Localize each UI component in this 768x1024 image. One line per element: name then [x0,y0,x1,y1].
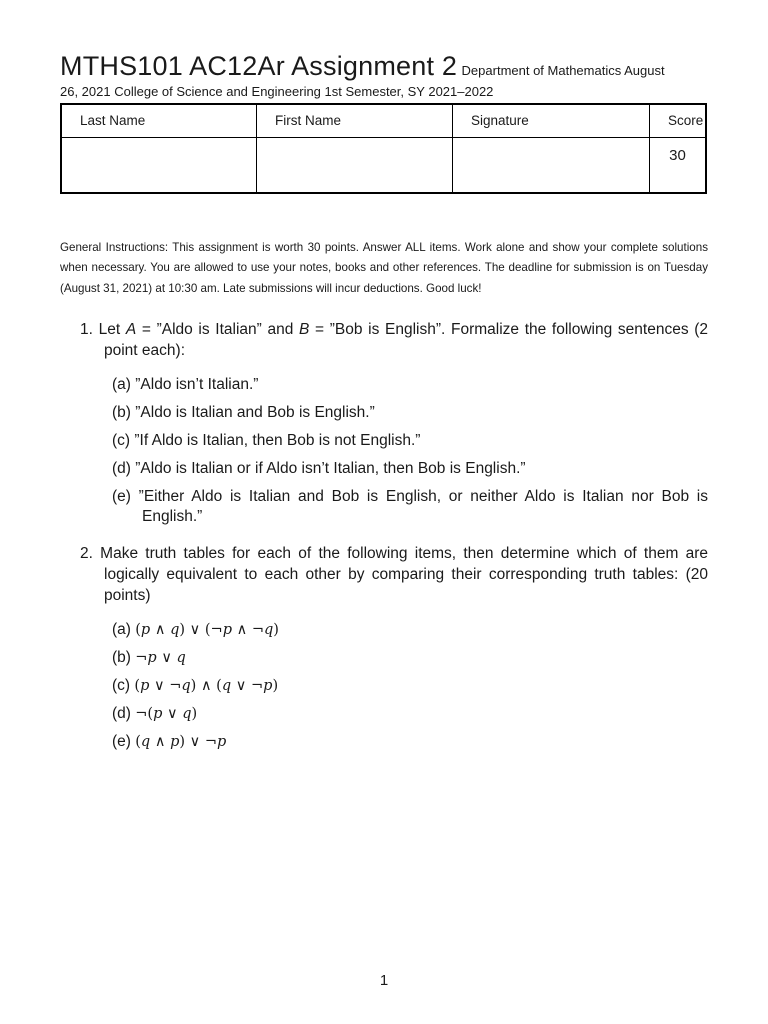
variable-q: q [264,622,274,639]
variable-p: p [147,650,157,667]
student-info-table [60,103,707,194]
item-label: (d) [112,705,136,723]
variable-q: q [170,622,180,639]
question-1-item-c: (c) ”If Aldo is Italian, then Bob is not English.” [112,432,421,450]
variable-p: p [263,678,273,695]
variable-p: p [153,706,163,723]
header [60,52,708,82]
first-name-field[interactable] [257,137,453,193]
table-header-row [61,104,706,138]
logic-expression: (p ∧ q) ∨ (¬p ∧ ¬q) [135,622,279,639]
variable-p: p [222,622,232,639]
item-label: (c) [112,677,135,695]
question-2-item-a [60,620,708,640]
item-label: (b) [112,649,136,667]
logic-expression: (q ∧ p) ∨ ¬p [135,734,227,751]
question-2-items [104,620,708,752]
score-value: 30 [650,137,707,193]
column-header-last-name: Last Name [61,104,257,138]
item-label: (e) [112,733,136,751]
question-list [60,319,708,752]
question-1-mid2: = ”Bob is English”. Formalize the following sentences (2 point each): [104,321,709,360]
question-2-item-c [60,676,708,696]
page-number: 1 [379,972,389,989]
question-1 [60,319,708,527]
assignment-title: MTHS101 AC12Ar Assignment 2 [60,51,458,81]
assignment-subtitle: Department of Mathematics August [461,63,665,78]
table-input-row [61,137,706,193]
variable-q: q [140,734,151,751]
variable-p: p [140,622,151,639]
variable-p: p [140,678,150,695]
logic-expression: (p ∨ ¬q) ∧ (q ∨ ¬p) [134,678,279,695]
question-1-item-a: (a) ”Aldo isn’t Italian.” [112,376,259,394]
variable-p: p [170,734,180,751]
variable-q: q [182,706,192,723]
item-label: (a) [112,621,136,639]
question-2-item-d [60,704,708,724]
variable-a: A [125,321,137,339]
question-1-item-b: (b) ”Aldo is Italian and Bob is English.” [112,404,375,422]
question-2-item-e [60,732,708,752]
question-1-mid1: = ”Aldo is Italian” and [136,321,300,339]
question-1-prefix: 1. Let [80,321,126,339]
variable-q: q [181,678,191,695]
variable-b: B [299,321,310,339]
variable-q: q [221,678,232,695]
question-1-item-e: (e) ”Either Aldo is Italian and Bob is English, or neither Aldo is Italian nor Bob is English.” [112,488,708,526]
signature-field[interactable] [453,137,650,193]
logic-expression: ¬(p ∨ q) [135,706,198,723]
last-name-field[interactable] [61,137,257,193]
question-2-text: 2. Make truth tables for each of the following items, then determine which of them are logically equivalent to each other by comparing their corresponding truth tables: (20 points) [80,545,708,605]
general-instructions: General Instructions: This assignment is worth 30 points. Answer ALL items. Work alone and show your complete solutions when necessary. You are allowed to use your notes, books and other references. The deadline for submission is on Tuesday (August 31, 2021) at 10:30 am. Late submissions will incur deductions. Good luck! [60,240,708,295]
column-header-score: Score [650,104,707,138]
question-2 [60,543,708,752]
question-1-items [104,375,708,527]
question-2-item-b [60,648,708,668]
logic-expression: ¬p ∨ q [135,650,186,667]
document-page [60,52,708,752]
assignment-subline: 26, 2021 College of Science and Engineering 1st Semester, SY 2021–2022 [60,83,494,99]
column-header-first-name: First Name [257,104,453,138]
question-1-item-d: (d) ”Aldo is Italian or if Aldo isn’t Italian, then Bob is English.” [112,460,526,478]
variable-q: q [176,650,186,667]
variable-p: p [217,734,227,751]
column-header-signature: Signature [453,104,650,138]
